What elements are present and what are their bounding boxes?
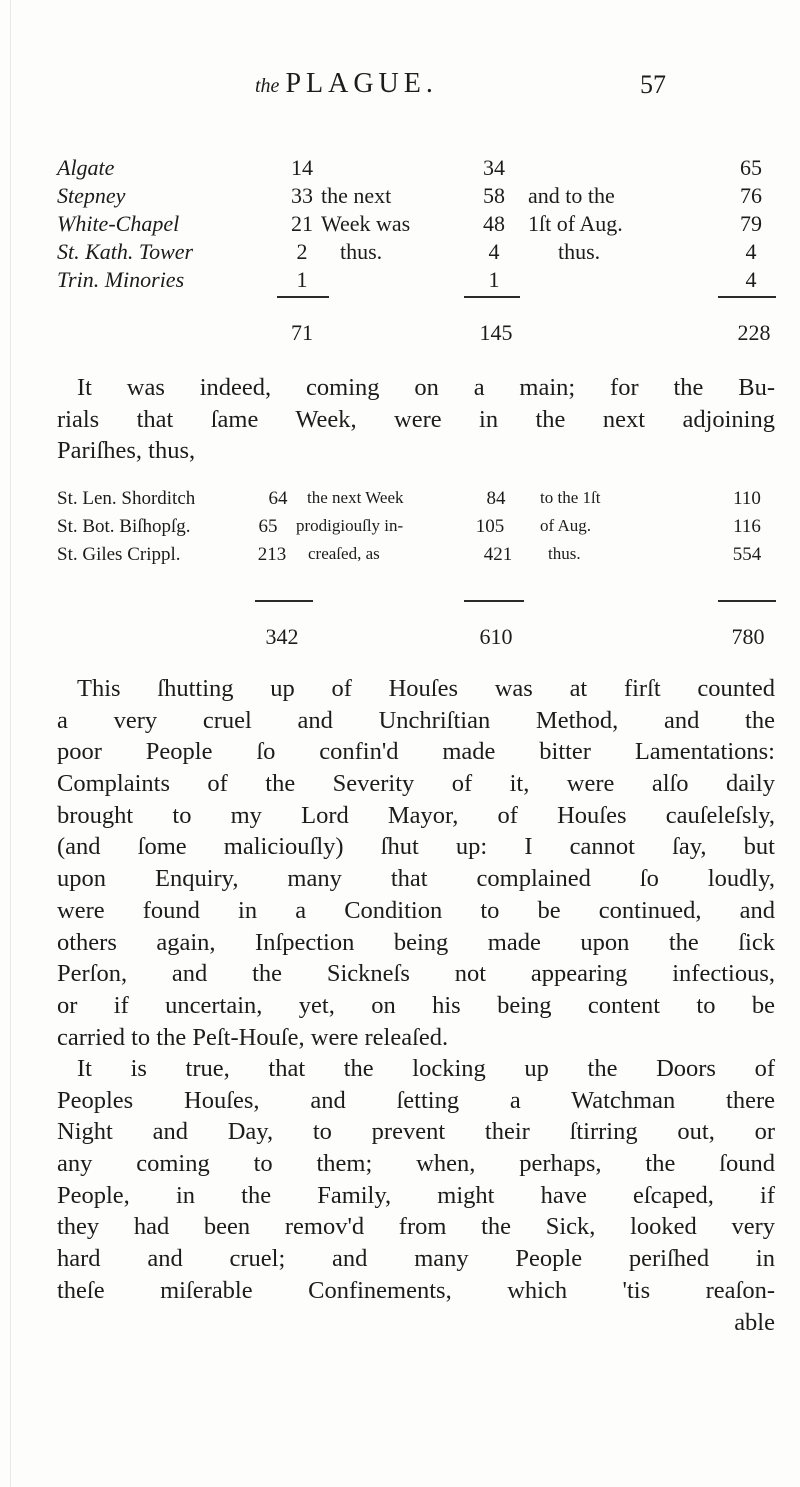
week3-count: 4 [745,239,757,264]
connector-text: to the 1ſt [540,488,601,507]
week3-count: 110 [733,488,761,509]
text-line: Perſon, and the Sickneſs not appearing infectious, [57,960,775,988]
connector-text: of Aug. [540,516,591,535]
text-line: were found in a Condition to be continued, and [57,896,775,924]
table-row [0,183,800,213]
text-line: brought to my Lord Mayor, of Houſes cauſeleſsly, [57,801,775,829]
text-line: People, in the Family, might have eſcaped, if [57,1181,775,1209]
week3-count: 79 [740,211,762,236]
total-week3: 780 [731,624,765,649]
table-row [0,211,800,241]
week1-count: 64 [268,488,288,509]
week2-count: 84 [486,488,506,509]
text-line: It was indeed, coming on a main; for the Bu- [77,374,775,401]
week3-count: 554 [732,544,762,565]
paragraph-2 [57,673,775,1053]
catchword: able [734,1308,775,1336]
sum-rule [277,296,329,298]
table-row [0,155,800,185]
week3-count: 4 [745,267,757,292]
table-row [0,544,800,574]
text-line: any coming to them; when, perhaps, the ſound [57,1150,775,1178]
week3-count: 76 [740,183,762,208]
parish-name: Algate [57,155,115,180]
parish-name: St. Kath. Tower [57,239,194,264]
connector-text: 1ſt of Aug. [528,211,623,236]
total-week1: 342 [265,624,299,649]
connector-text: Week was [321,211,411,236]
text-line: (and ſome maliciouſly) ſhut up: I cannot ſay, but [57,833,775,861]
text-line: theſe miſerable Confinements, which 'tis reaſon- [57,1276,775,1304]
connector-text: creaſed, as [308,544,380,563]
total-week2: 145 [479,320,513,345]
totals-row [0,320,800,350]
week2-count: 48 [483,211,505,236]
week1-count: 65 [258,516,278,537]
table-row [0,488,800,518]
running-title: the PLAGUE. [255,68,438,99]
week2-count: 105 [475,516,505,537]
sum-rule [464,600,524,602]
total-week3: 228 [737,320,771,345]
text-line: rials that ſame Week, were in the next adjoining [57,405,775,433]
parish-name: White-Chapel [57,211,180,236]
parish-name: Trin. Minories [57,267,185,292]
text-line: carried to the Peſt-Houſe, were releaſed. [57,1023,449,1051]
week3-count: 65 [740,155,762,180]
table-row [0,516,800,546]
text-line: Night and Day, to prevent their ſtirring out, or [57,1118,775,1146]
text-line: Peoples Houſes, and ſetting a Watchman there [57,1086,775,1114]
text-line: Pariſhes, thus, [57,437,196,465]
text-line: Complaints of the Severity of it, were alſo daily [57,770,775,798]
connector-text: and to the [528,183,615,208]
sum-rule [464,296,520,298]
running-head [0,68,800,108]
connector-text: thus. [548,544,581,563]
connector-text: the next Week [307,488,404,507]
text-line: poor People ſo confin'd made bitter Lamentations: [57,738,775,766]
week2-count: 4 [488,239,500,264]
week1-count: 21 [291,211,313,236]
text-line: It is true, that the locking up the Doors of [77,1055,775,1082]
week2-count: 58 [483,183,505,208]
text-line: a very cruel and Unchriſtian Method, and the [57,706,775,734]
sum-rule [718,600,776,602]
table-row [0,267,800,297]
week1-count: 33 [291,183,313,208]
text-line: others again, Inſpection being made upon the ſick [57,928,775,956]
week2-count: 1 [488,267,500,292]
parish-name: Stepney [57,183,126,208]
sum-rule [718,296,776,298]
parish-name: St. Giles Crippl. [57,544,181,565]
sum-rule [255,600,313,602]
parish-name: St. Bot. Biſhopſg. [57,516,191,537]
parish-name: St. Len. Shorditch [57,488,196,509]
text-line: hard and cruel; and many People periſhed in [57,1245,775,1273]
week1-count: 14 [291,155,313,180]
week1-count: 2 [296,239,308,264]
total-week2: 610 [479,624,513,649]
connector-text: thus. [340,239,383,264]
total-week1: 71 [291,320,313,345]
week1-count: 213 [257,544,287,565]
text-line: This ſhutting up of Houſes was at firſt counted [77,675,775,702]
paragraph-3 [57,1053,775,1338]
text-line: or if uncertain, yet, on his being content to be [57,991,775,1019]
totals-row [0,624,800,654]
week3-count: 116 [733,516,761,537]
connector-text: thus. [558,239,601,264]
week2-count: 34 [483,155,505,180]
connector-text: prodigiouſly in- [296,516,404,535]
week1-count: 1 [296,267,308,292]
connector-text: the next [321,183,392,208]
page-number: 57 [640,70,666,99]
week2-count: 421 [483,544,513,565]
table-row [0,239,800,269]
text-line: upon Enquiry, many that complained ſo loudly, [57,865,775,893]
paragraph-1 [57,372,775,467]
text-line: they had been remov'd from the Sick, looked very [57,1213,775,1241]
